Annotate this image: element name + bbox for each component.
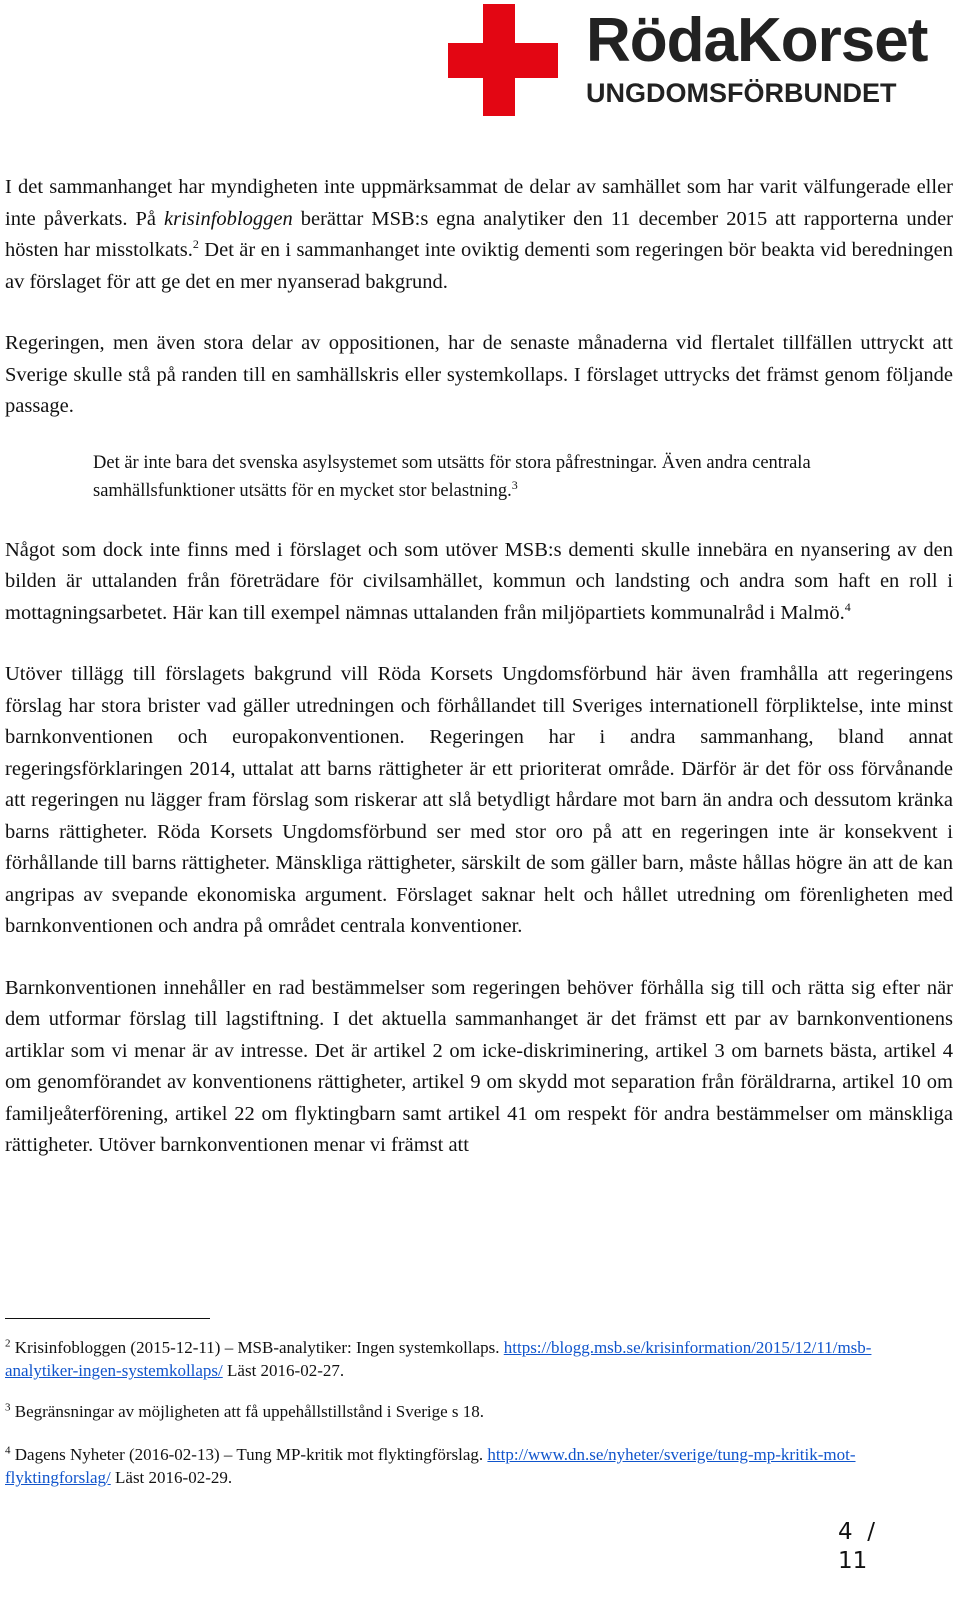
- footnote-3: $^3$ Begränsningar av möjligheten att få uppehållstillstånd i Sverige s 18.: [5, 1401, 485, 1421]
- paragraph-5: Barnkonventionen innehåller en rad bestämmelser som regeringen behöver förhålla sig till och rätta sig efter när dem utformar förslag till lagstiftning. I det aktuella sammanhanget är det främst ett par av barnkonventionens artiklar som vi menar är av intresse. Det är artikel 2 om icke-diskriminering, artikel 3 om barnets bästa, artikel 4 om genomförandet av konventionens rättigheter, artikel 9 om skydd mot separation från föräldrarna, artikel 10 om familjeåterförening, artikel 22 om flyktingbarn samt artikel 41 om respekt för andra bestämmelser om mänskliga rättigheter. Utöver barnkonventionen menar vi främst att: [5, 976, 953, 1156]
- block-quote: Det är inte bara det svenska asylsystemet som utsätts för stora påfrestningar. Även andra centrala samhällsfunktioner utsätts för en mycket stor belastning.$^3$: [93, 452, 811, 501]
- footnote-2: $^2$ Krisinfobloggen (2015-12-11) – MSB-analytiker: Ingen systemkollaps. https://blogg.msb.se/krisinformation/2015/12/11/msb-analytiker-ingen-systemkollaps/ Läst 2016-02-27.: [5, 1337, 872, 1380]
- footnote-4: $^4$ Dagens Nyheter (2016-02-13) – Tung MP-kritik mot flyktingförslag. http://www.dn.se/nyheter/sverige/tung-mp-kritik-mot-flyktingforslag/ Läst 2016-02-29.: [5, 1444, 856, 1487]
- emphasis-krisinfobloggen: krisinfobloggen: [164, 207, 293, 230]
- red-cross-icon-horizontal: [448, 43, 558, 78]
- logo-name: RödaKorset: [586, 6, 928, 75]
- footnote-ref-4: 4: [844, 599, 851, 614]
- paragraph-4: Utöver tillägg till förslagets bakgrund vill Röda Korsets Ungdomsförbund här även framhålla att regeringens förslag har stora brister vad gäller utredningen och förhållandet till Sveriges internationell förpliktelse, inte minst barnkonventionen och europakonventionen. Regeringen har i andra sammanhang, bland annat regeringsförklaringen 2014, uttalat att barns rättigheter är ett prioriterat område. Därför är det för oss förvånande att regeringen nu lägger fram förslag som riskerar att slå betydligt hårdare mot barn än andra och dessutom kränka barns rättigheter. Röda Korsets Ungdomsförbund ser med stor oro på att en regeringen inte är konsekvent i förhållande till barns rättigheter. Mänskliga rättigheter, särskilt de som gäller barn, måste hållas högre än att de kan angripas av svepande ekonomiska argument. Förslaget saknar helt och hållet utredning om förenligheten med barnkonventionen och andra på området centrala konventioner.: [5, 663, 953, 937]
- footnote-ref-3: 3: [511, 477, 518, 492]
- footnote-2-link[interactable]: https://blogg.msb.se/krisinformation/2015/12/11/msb-analytiker-ingen-systemkollaps/: [5, 1338, 872, 1380]
- document-body: [5, 172, 953, 1162]
- footnote-divider: [5, 1318, 210, 1319]
- logo: [448, 4, 938, 116]
- paragraph-1: I det sammanhanget har myndigheten inte uppmärksammat de delar av samhället som har varit välfungerade eller inte påverkats. På krisinfobloggen berättar MSB:s egna analytiker den 11 december 2015 att rapporterna under hösten har misstolkats.$^2$ Det är en i sammanhanget inte oviktig dementi som regeringen bör beakta vid beredningen av förslaget för att ge det en mer nyanserad bakgrund.: [5, 176, 953, 293]
- paragraph-2: Regeringen, men även stora delar av oppositionen, har de senaste månaderna vid flertalet tillfällen uttryckt att Sverige skulle stå på randen till en samhällskris eller systemkollaps. I förslaget uttrycks det främst genom följande passage.: [5, 332, 953, 417]
- logo-subtitle: UNGDOMSFÖRBUNDET: [586, 78, 897, 108]
- footnote-ref-2: 2: [192, 237, 199, 252]
- paragraph-3: Något som dock inte finns med i förslaget och som utöver MSB:s dementi skulle innebära en nyansering av den bilden är uttalanden från företrädare för civilsamhället, kommun och landsting och andra som haft en roll i mottagningsarbetet. Här kan till exempel nämnas uttalanden från miljöpartiets kommunalråd i Malmö.$^4$: [5, 538, 953, 624]
- footnote-4-link[interactable]: http://www.dn.se/nyheter/sverige/tung-mp-kritik-mot-flyktingforslag/: [5, 1445, 856, 1487]
- page-number: 4 / 11: [838, 1519, 876, 1574]
